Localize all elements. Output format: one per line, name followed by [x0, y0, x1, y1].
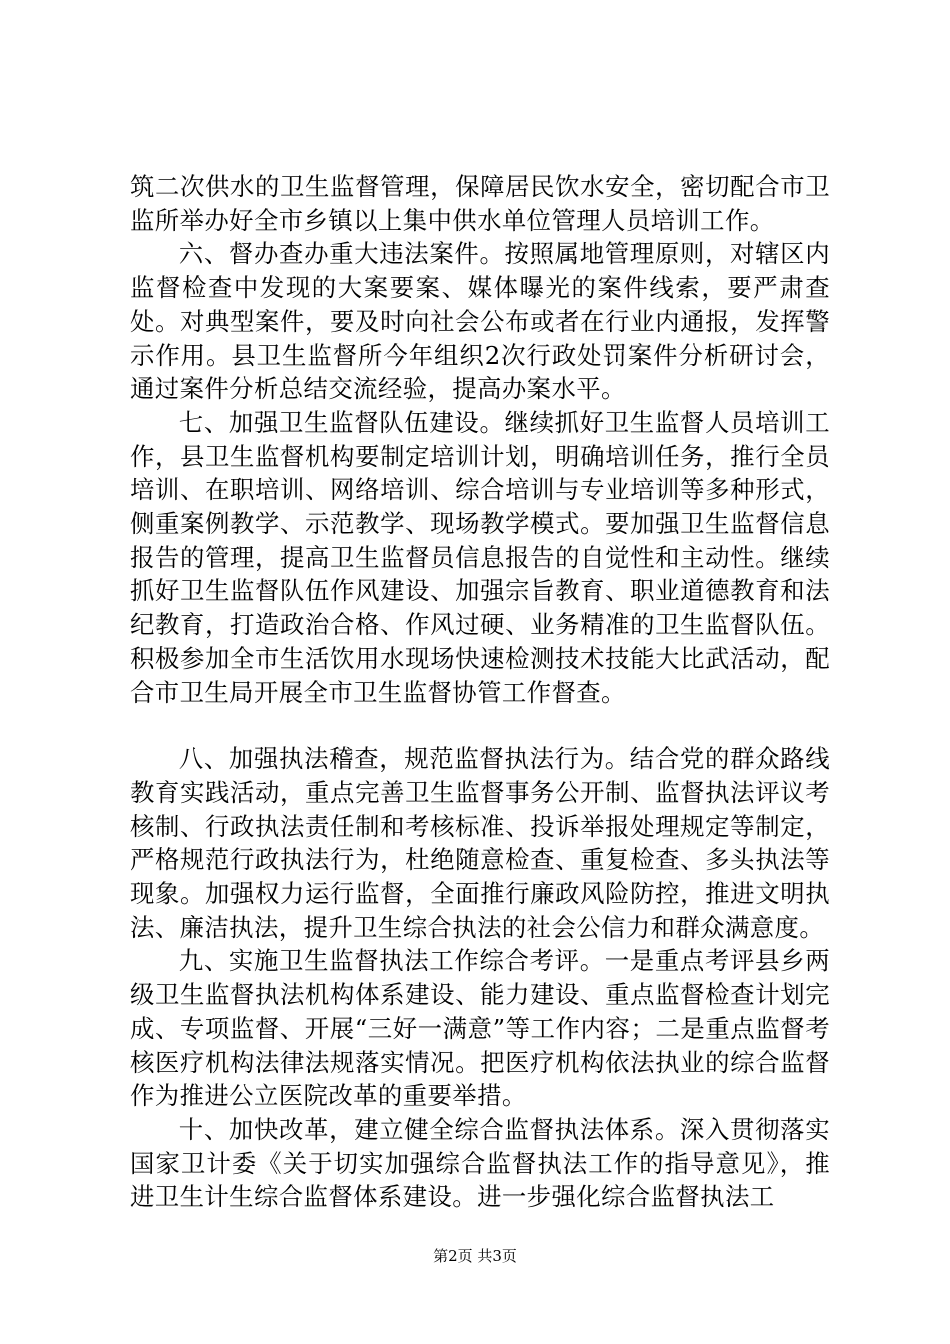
paragraph-section-8: 八、加强执法稽查，规范监督执法行为。结合党的群众路线教育实践活动，重点完善卫生监督事务公开制、监督执法评议考核制、行政执法责任制和考核标准、投诉举报处理规定等制定，严格规范行政执法行为，杜绝随意检查、重复检查、多头执法等现象。加强权力运行监督，全面推行廉政风险防控，推进文明执法、廉洁执法，提升卫生综合执法的社会公信力和群众满意度。: [130, 744, 830, 942]
document-body: [130, 170, 830, 1214]
page-number-footer: 第2页 共3页: [433, 1247, 517, 1265]
paragraph-section-7: 七、加强卫生监督队伍建设。继续抓好卫生监督人员培训工作，县卫生监督机构要制定培训计划，明确培训任务，推行全员培训、在职培训、网络培训、综合培训与专业培训等多种形式，侧重案例教学、示范教学、现场教学模式。要加强卫生监督信息报告的管理，提高卫生监督员信息报告的自觉性和主动性。继续抓好卫生监督队伍作风建设、加强宗旨教育、职业道德教育和法纪教育，打造政治合格、作风过硬、业务精准的卫生监督队伍。积极参加全市生活饮用水现场快速检测技术技能大比武活动，配合市卫生局开展全市卫生监督协管工作督查。: [130, 407, 830, 707]
paragraph-section-9: 九、实施卫生监督执法工作综合考评。一是重点考评县乡两级卫生监督执法机构体系建设、能力建设、重点监督检查计划完成、专项监督、开展“三好一满意”等工作内容；二是重点监督考核医疗机构法律法规落实情况。把医疗机构依法执业的综合监督作为推进公立医院改革的重要举措。: [130, 946, 830, 1111]
paragraph-continuation: 筑二次供水的卫生监督管理，保障居民饮水安全，密切配合市卫监所举办好全市乡镇以上集中供水单位管理人员培训工作。: [130, 172, 830, 235]
paragraph-section-6: 六、督办查办重大违法案件。按照属地管理原则，对辖区内监督检查中发现的大案要案、媒体曝光的案件线索，要严肃查处。对典型案件，要及时向社会公布或者在行业内通报，发挥警示作用。县卫生监督所今年组织2次行政处罚案件分析研讨会，通过案件分析总结交流经验，提高办案水平。: [130, 239, 830, 404]
paragraph-section-10: 十、加快改革，建立健全综合监督执法体系。深入贯彻落实国家卫计委《关于切实加强综合监督执法工作的指导意见》，推进卫生计生综合监督体系建设。进一步强化综合监督执法工: [130, 1114, 830, 1212]
